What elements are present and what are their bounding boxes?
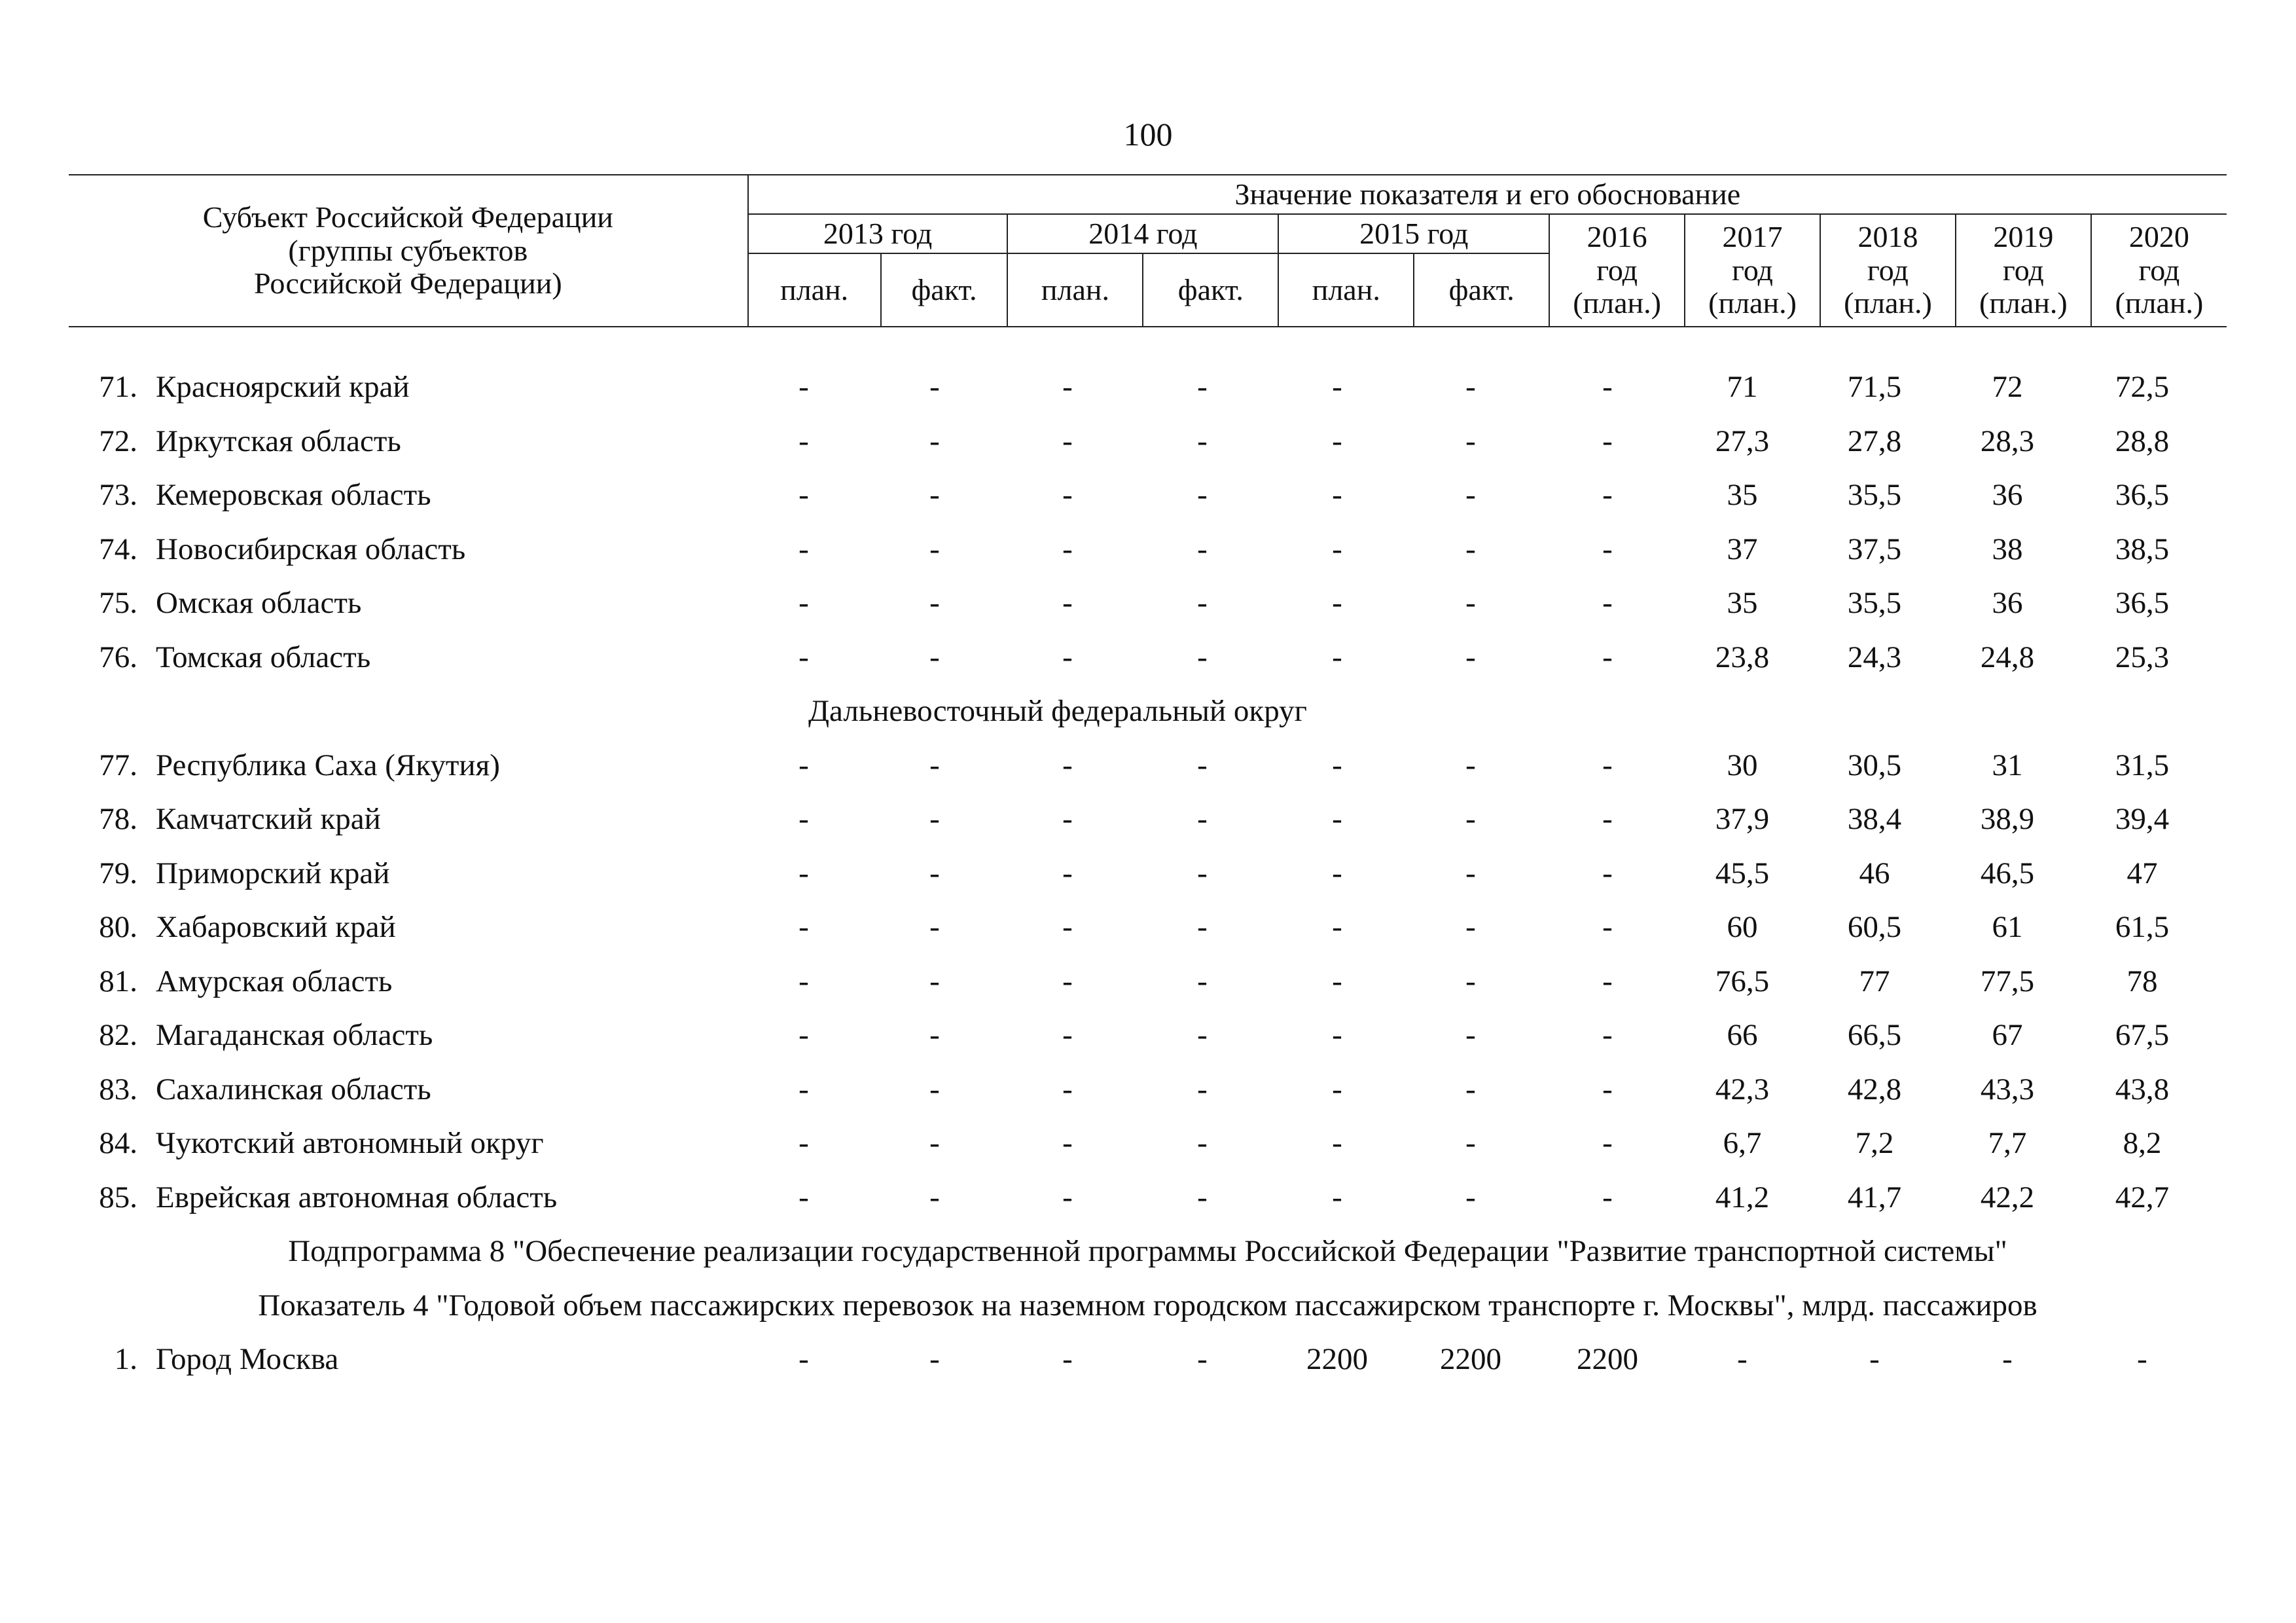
- value-cell: 2200: [1306, 1342, 1368, 1376]
- value-cell: -: [1062, 424, 1073, 458]
- value-cell: -: [1602, 1018, 1613, 1052]
- value-cell: -: [1602, 1180, 1613, 1214]
- value-cell: -: [1197, 1072, 1208, 1106]
- value-cell: -: [1465, 910, 1476, 944]
- value-cell: 2200: [1577, 1342, 1638, 1376]
- value-cell: 67,5: [2115, 1018, 2170, 1052]
- row-number: 82.: [99, 1018, 137, 1052]
- value-cell: -: [1197, 532, 1208, 566]
- value-cell: 78: [2126, 964, 2158, 998]
- value-cell: -: [1602, 586, 1613, 620]
- value-cell: 36: [1992, 586, 2023, 620]
- value-cell: -: [798, 640, 809, 674]
- value-cell: 27,3: [1715, 424, 1770, 458]
- value-cell: -: [1332, 370, 1342, 404]
- subprogram-heading: Подпрограмма 8 "Обеспечение реализации государственной программы Российской Федерации "Развитие транспортной системы": [288, 1234, 2007, 1268]
- value-cell: -: [798, 964, 809, 998]
- year-2015-header: 2015 год: [1278, 214, 1549, 253]
- year-2016-header: 2016 год (план.): [1549, 214, 1685, 327]
- value-cell: 36: [1992, 478, 2023, 512]
- value-cell: -: [929, 1126, 940, 1160]
- value-cell: 38,4: [1847, 802, 1902, 836]
- fact-2014-header: факт.: [1143, 253, 1278, 327]
- value-cell: -: [1197, 1342, 1208, 1376]
- value-cell: -: [1602, 424, 1613, 458]
- table-row: [69, 576, 2227, 630]
- value-cell: 35: [1727, 586, 1758, 620]
- value-cell: -: [1062, 1342, 1073, 1376]
- value-cell: -: [929, 748, 940, 782]
- value-cell: -: [1062, 1018, 1073, 1052]
- value-cell: -: [1062, 370, 1073, 404]
- table-body: [69, 360, 2227, 1387]
- value-cell: -: [798, 1126, 809, 1160]
- row-number: 73.: [99, 478, 137, 512]
- value-cell: -: [1332, 1018, 1342, 1052]
- value-cell: 61: [1992, 910, 2023, 944]
- table-row: [69, 1063, 2227, 1117]
- value-cell: -: [1197, 1126, 1208, 1160]
- value-cell: -: [1332, 748, 1342, 782]
- value-cell: 60,5: [1847, 910, 1902, 944]
- value-cell: -: [1465, 424, 1476, 458]
- value-cell: 7,2: [1855, 1126, 1894, 1160]
- value-cell: -: [1465, 964, 1476, 998]
- value-cell: -: [1062, 478, 1073, 512]
- value-cell: -: [929, 370, 940, 404]
- value-cell: -: [1465, 1018, 1476, 1052]
- value-cell: -: [1737, 1342, 1748, 1376]
- region-name: Кемеровская область: [156, 478, 431, 512]
- plan-2014-header: план.: [1007, 253, 1143, 327]
- region-name: Хабаровский край: [156, 910, 396, 944]
- value-cell: -: [929, 532, 940, 566]
- table-row: [69, 792, 2227, 847]
- value-cell: -: [1602, 964, 1613, 998]
- value-cell: -: [798, 532, 809, 566]
- value-cell: 30: [1727, 748, 1758, 782]
- value-cell: 2200: [1440, 1342, 1501, 1376]
- region-name: Красноярский край: [156, 370, 410, 404]
- value-cell: 24,8: [1980, 640, 2035, 674]
- value-cell: -: [1062, 964, 1073, 998]
- region-name: Еврейская автономная область: [156, 1180, 558, 1214]
- row-number: 77.: [99, 748, 137, 782]
- value-cell: -: [1602, 910, 1613, 944]
- value-cell: 45,5: [1715, 856, 1770, 890]
- value-cell: 72: [1992, 370, 2023, 404]
- row-number: 80.: [99, 910, 137, 944]
- value-cell: -: [2002, 1342, 2013, 1376]
- value-cell: -: [1332, 964, 1342, 998]
- fact-2013-header: факт.: [881, 253, 1008, 327]
- value-cell: 42,8: [1847, 1072, 1902, 1106]
- value-cell: 43,8: [2115, 1072, 2170, 1106]
- value-cell: -: [1465, 532, 1476, 566]
- value-cell: -: [1197, 910, 1208, 944]
- value-cell: -: [1197, 802, 1208, 836]
- row-number: 85.: [99, 1180, 137, 1214]
- value-cell: 77,5: [1980, 964, 2035, 998]
- value-cell: -: [798, 370, 809, 404]
- value-cell: -: [1602, 532, 1613, 566]
- value-cell: 30,5: [1847, 748, 1902, 782]
- value-cell: 47: [2126, 856, 2158, 890]
- year-2017-header: 2017 год (план.): [1685, 214, 1820, 327]
- value-cell: 42,7: [2115, 1180, 2170, 1214]
- value-cell: -: [1602, 802, 1613, 836]
- table-row: [69, 630, 2227, 685]
- year-2019-header: 2019 год (план.): [1956, 214, 2091, 327]
- value-cell: -: [1465, 1126, 1476, 1160]
- value-cell: 66: [1727, 1018, 1758, 1052]
- value-cell: -: [1465, 478, 1476, 512]
- value-cell: 41,7: [1847, 1180, 1902, 1214]
- value-cell: -: [1602, 478, 1613, 512]
- value-cell: 77: [1859, 964, 1890, 998]
- value-cell: -: [1869, 1342, 1880, 1376]
- value-cell: -: [1332, 1180, 1342, 1214]
- row-number: 76.: [99, 640, 137, 674]
- value-cell: -: [929, 856, 940, 890]
- region-name: Томская область: [156, 640, 371, 674]
- value-cell: -: [929, 640, 940, 674]
- region-name: Чукотский автономный округ: [156, 1126, 544, 1160]
- region-name: Амурская область: [156, 964, 393, 998]
- value-cell: 76,5: [1715, 964, 1770, 998]
- table-row: [69, 1171, 2227, 1225]
- value-cell: -: [798, 1018, 809, 1052]
- value-cell: -: [929, 1342, 940, 1376]
- value-cell: 71: [1727, 370, 1758, 404]
- value-cell: -: [1197, 964, 1208, 998]
- value-cell: -: [1062, 586, 1073, 620]
- value-cell: -: [1062, 910, 1073, 944]
- value-cell: 28,8: [2115, 424, 2170, 458]
- value-cell: -: [1465, 748, 1476, 782]
- region-name: Камчатский край: [156, 802, 381, 836]
- value-cell: 37,9: [1715, 802, 1770, 836]
- value-cell: -: [798, 910, 809, 944]
- value-cell: 27,8: [1847, 424, 1902, 458]
- value-cell: 28,3: [1980, 424, 2035, 458]
- value-cell: -: [1332, 640, 1342, 674]
- row-number: 75.: [99, 586, 137, 620]
- table-row: [69, 1008, 2227, 1063]
- district-heading: Дальневосточный федеральный округ: [808, 694, 1307, 728]
- value-cell: 38,5: [2115, 532, 2170, 566]
- value-cell: -: [1465, 370, 1476, 404]
- value-cell: -: [929, 478, 940, 512]
- value-cell: -: [1062, 1126, 1073, 1160]
- table-row: [69, 414, 2227, 469]
- row-number: 79.: [99, 856, 137, 890]
- value-cell: -: [1465, 802, 1476, 836]
- value-cell: -: [1197, 856, 1208, 890]
- value-cell: 23,8: [1715, 640, 1770, 674]
- value-cell: 35,5: [1847, 586, 1902, 620]
- value-cell: -: [929, 586, 940, 620]
- value-cell: -: [1062, 748, 1073, 782]
- value-cell: 24,3: [1847, 640, 1902, 674]
- region-name: Иркутская область: [156, 424, 401, 458]
- value-cell: -: [2137, 1342, 2147, 1376]
- value-cell: 36,5: [2115, 478, 2170, 512]
- value-cell: -: [798, 856, 809, 890]
- value-cell: -: [1062, 856, 1073, 890]
- subject-column-header: Субъект Российской Федерации (группы субъектов Российской Федерации): [69, 175, 748, 327]
- region-name: Сахалинская область: [156, 1072, 431, 1106]
- row-number: 84.: [99, 1126, 137, 1160]
- value-cell: -: [1602, 748, 1613, 782]
- value-cell: 31,5: [2115, 748, 2170, 782]
- value-cell: 31: [1992, 748, 2023, 782]
- year-2020-header: 2020 год (план.): [2091, 214, 2227, 327]
- value-cell: -: [1062, 1180, 1073, 1214]
- value-cell: -: [798, 478, 809, 512]
- table-row: [69, 900, 2227, 955]
- value-cell: 61,5: [2115, 910, 2170, 944]
- value-cell: -: [1197, 640, 1208, 674]
- plan-2015-header: план.: [1278, 253, 1414, 327]
- value-cell: -: [1062, 1072, 1073, 1106]
- value-cell: -: [1197, 1180, 1208, 1214]
- value-cell: -: [1332, 424, 1342, 458]
- region-name: Город Москва: [156, 1342, 339, 1376]
- table-row: [69, 522, 2227, 577]
- value-cell: -: [1465, 1180, 1476, 1214]
- value-cell: 6,7: [1723, 1126, 1762, 1160]
- value-cell: 37: [1727, 532, 1758, 566]
- table-row: [69, 739, 2227, 793]
- year-2013-header: 2013 год: [748, 214, 1008, 253]
- value-cell: -: [1062, 532, 1073, 566]
- fact-2015-header: факт.: [1414, 253, 1549, 327]
- value-cell: -: [929, 910, 940, 944]
- value-cell: -: [1602, 856, 1613, 890]
- value-cell: 7,7: [1988, 1126, 2027, 1160]
- value-cell: -: [929, 964, 940, 998]
- value-cell: -: [1062, 640, 1073, 674]
- region-name: Приморский край: [156, 856, 390, 890]
- value-cell: -: [1332, 910, 1342, 944]
- value-cell: -: [929, 1018, 940, 1052]
- value-cell: -: [1602, 1072, 1613, 1106]
- value-cell: -: [1197, 748, 1208, 782]
- value-cell: -: [1465, 586, 1476, 620]
- value-cell: -: [798, 1342, 809, 1376]
- table-header: [69, 174, 2227, 327]
- value-cell: 46: [1859, 856, 1890, 890]
- value-cell: -: [798, 748, 809, 782]
- value-cell: -: [798, 802, 809, 836]
- value-cell: -: [929, 1072, 940, 1106]
- value-cell: 8,2: [2123, 1126, 2162, 1160]
- value-cell: -: [1465, 640, 1476, 674]
- value-cell: 37,5: [1847, 532, 1902, 566]
- value-cell: -: [1197, 478, 1208, 512]
- value-cell: 71,5: [1847, 370, 1902, 404]
- value-cell: -: [929, 802, 940, 836]
- row-number: 83.: [99, 1072, 137, 1106]
- value-cell: -: [1332, 478, 1342, 512]
- value-cell: 25,3: [2115, 640, 2170, 674]
- table-row: [69, 468, 2227, 522]
- value-cell: -: [1602, 640, 1613, 674]
- value-cell: 72,5: [2115, 370, 2170, 404]
- value-cell: -: [1465, 856, 1476, 890]
- year-2014-header: 2014 год: [1007, 214, 1278, 253]
- table-row: [69, 1332, 2227, 1387]
- value-cell: 43,3: [1980, 1072, 2035, 1106]
- row-number: 81.: [99, 964, 137, 998]
- value-cell: 35: [1727, 478, 1758, 512]
- row-number: 72.: [99, 424, 137, 458]
- value-cell: -: [798, 586, 809, 620]
- value-cell: -: [1197, 1018, 1208, 1052]
- value-cell: 41,2: [1715, 1180, 1770, 1214]
- value-cell: 35,5: [1847, 478, 1902, 512]
- table-row: [69, 955, 2227, 1009]
- page-number: 100: [1123, 116, 1173, 153]
- value-cell: 38: [1992, 532, 2023, 566]
- row-number: 1.: [114, 1342, 137, 1376]
- value-cell: 46,5: [1980, 856, 2035, 890]
- value-cell: -: [1332, 1126, 1342, 1160]
- values-title: Значение показателя и его обоснование: [748, 175, 2227, 214]
- value-cell: -: [1332, 586, 1342, 620]
- value-cell: -: [1602, 1126, 1613, 1160]
- value-cell: -: [929, 1180, 940, 1214]
- value-cell: -: [1465, 1072, 1476, 1106]
- value-cell: 66,5: [1847, 1018, 1902, 1052]
- value-cell: 42,2: [1980, 1180, 2035, 1214]
- region-name: Магаданская область: [156, 1018, 433, 1052]
- value-cell: 42,3: [1715, 1072, 1770, 1106]
- plan-2013-header: план.: [748, 253, 881, 327]
- value-cell: -: [798, 1072, 809, 1106]
- value-cell: 38,9: [1980, 802, 2035, 836]
- value-cell: 39,4: [2115, 802, 2170, 836]
- year-2018-header: 2018 год (план.): [1820, 214, 1956, 327]
- value-cell: -: [1602, 370, 1613, 404]
- row-number: 78.: [99, 802, 137, 836]
- table-row: [69, 1116, 2227, 1171]
- value-cell: -: [1197, 586, 1208, 620]
- value-cell: -: [1062, 802, 1073, 836]
- value-cell: -: [798, 424, 809, 458]
- value-cell: -: [798, 1180, 809, 1214]
- region-name: Новосибирская область: [156, 532, 466, 566]
- row-number: 71.: [99, 370, 137, 404]
- indicator-heading: Показатель 4 "Годовой объем пассажирских перевозок на наземном городском пассажирском транспорте г. Москвы", млрд. пассажиров: [258, 1288, 2037, 1322]
- region-name: Республика Саха (Якутия): [156, 748, 500, 782]
- region-name: Омская область: [156, 586, 362, 620]
- value-cell: -: [1332, 532, 1342, 566]
- value-cell: -: [1197, 424, 1208, 458]
- value-cell: -: [1332, 802, 1342, 836]
- value-cell: -: [1332, 1072, 1342, 1106]
- row-number: 74.: [99, 532, 137, 566]
- value-cell: -: [929, 424, 940, 458]
- value-cell: -: [1332, 856, 1342, 890]
- table-row: [69, 847, 2227, 901]
- table-row: [69, 360, 2227, 414]
- value-cell: -: [1197, 370, 1208, 404]
- value-cell: 67: [1992, 1018, 2023, 1052]
- value-cell: 60: [1727, 910, 1758, 944]
- value-cell: 36,5: [2115, 586, 2170, 620]
